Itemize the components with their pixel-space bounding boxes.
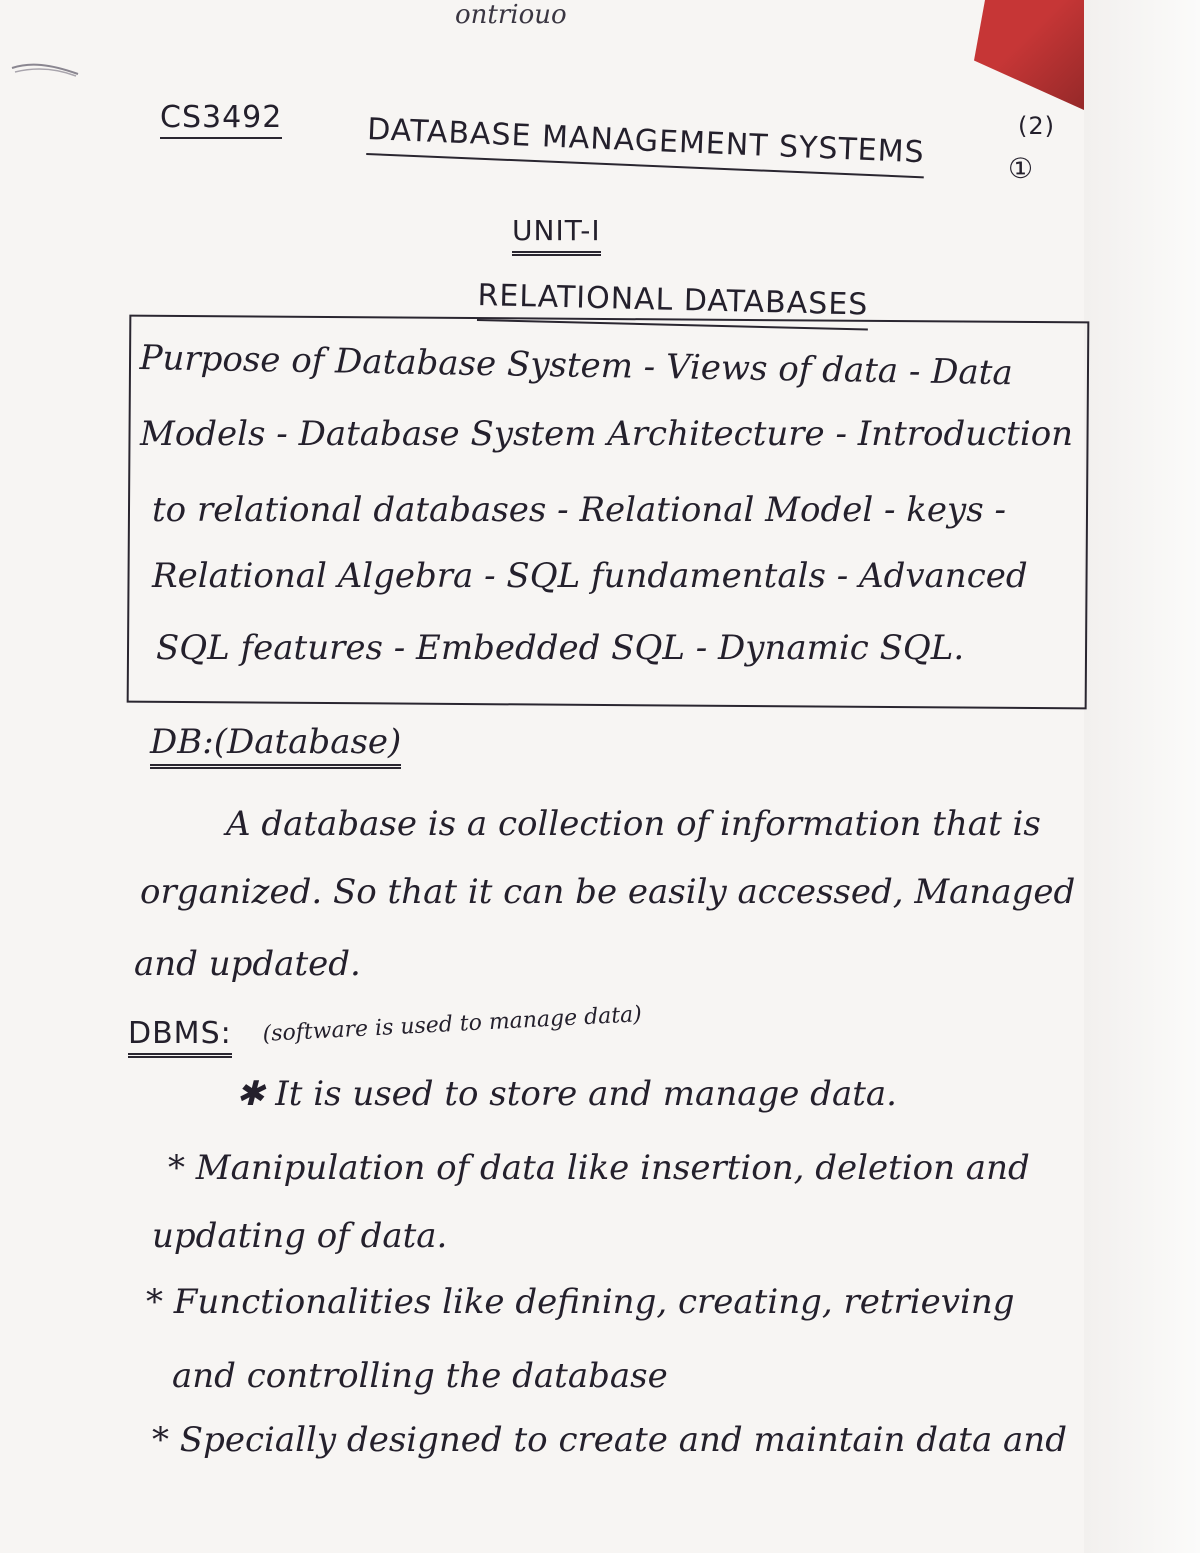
dbms-bullet-2-cont: updating of data.: [152, 1216, 448, 1256]
db-line-3: and updated.: [134, 944, 361, 984]
db-line-1: A database is a collection of information that is: [226, 804, 1041, 844]
dbms-bullet-2: * Manipulation of data like insertion, deletion and: [168, 1148, 1030, 1188]
course-title: DATABASE MANAGEMENT SYSTEMS: [366, 112, 925, 178]
dbms-note: (software is used to manage data): [262, 1002, 643, 1047]
margin-mark-2: (2): [1018, 112, 1055, 140]
syllabus-line-1: Purpose of Database System - Views of data - Data: [139, 338, 1014, 394]
syllabus-line-4: Relational Algebra - SQL fundamentals - Advanced: [152, 556, 1028, 596]
dbms-heading: DBMS:: [128, 1016, 232, 1058]
syllabus-line-3: to relational databases - Relational Model - keys -: [152, 490, 1006, 530]
syllabus-line-5: SQL features - Embedded SQL - Dynamic SQL.: [156, 628, 965, 668]
unit-label: UNIT-I: [512, 214, 601, 256]
dbms-bullet-4: * Specially designed to create and maintain data and: [152, 1420, 1067, 1460]
red-corner-shade: [974, 0, 1084, 110]
dbms-bullet-3: * Functionalities like defining, creating, retrieving: [146, 1282, 1015, 1322]
course-code: CS3492: [160, 100, 282, 139]
top-scribble-text: ontriouo: [455, 0, 567, 30]
db-line-2: organized. So that it can be easily accessed, Managed: [140, 872, 1076, 912]
dbms-bullet-1: ✱ It is used to store and manage data.: [236, 1074, 897, 1114]
corner-scribble: [10, 58, 80, 78]
page-edge: [1084, 0, 1200, 1553]
syllabus-line-2: Models - Database System Architecture - Introduction: [140, 414, 1074, 454]
unit-title: RELATIONAL DATABASES: [477, 278, 869, 331]
dbms-bullet-3-cont: and controlling the database: [172, 1356, 668, 1396]
margin-mark-1: ①: [1008, 152, 1035, 185]
db-heading: DB:(Database): [150, 722, 401, 769]
